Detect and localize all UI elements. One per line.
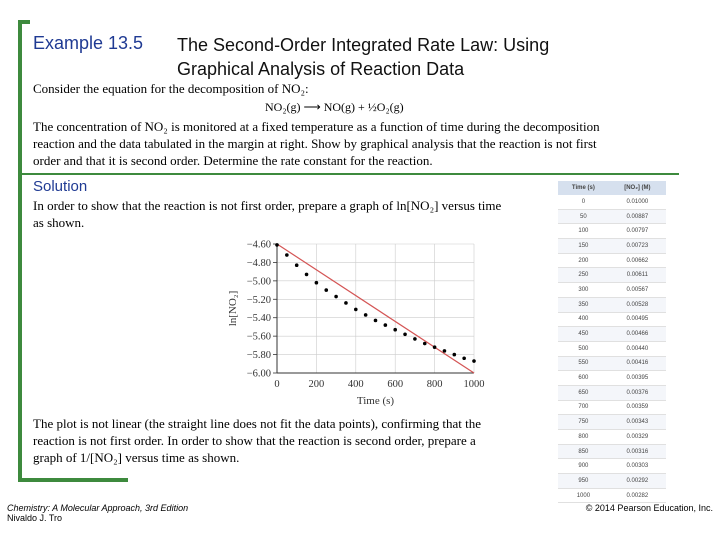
table-cell-conc: 0.00495: [609, 312, 666, 327]
reaction-equation: NO₂(g) ⟶ NO(g) + ½O₂(g): [265, 100, 404, 114]
data-point: [295, 263, 299, 267]
x-tick-label: 400: [347, 379, 364, 390]
table-cell-time: 900: [558, 459, 609, 474]
y-tick-label: −5.20: [246, 294, 271, 306]
table-row: [558, 239, 666, 254]
problem-line-2: reaction and the data tabulated in the margin at right. Show by graphical analysis that the reaction is not first: [33, 136, 597, 151]
x-tick-label: 0: [274, 379, 280, 390]
table-row: [558, 488, 666, 503]
table-cell-conc: 0.00466: [609, 327, 666, 342]
y-tick-label: −4.80: [246, 257, 271, 269]
y-tick-label: −5.00: [246, 276, 271, 288]
title-line-1: The Second-Order Integrated Rate Law: Using: [177, 35, 550, 55]
table-cell-time: 400: [558, 312, 609, 327]
footer-copyright: © 2014 Pearson Education, Inc.: [585, 503, 713, 513]
plot-line-3: graph of 1/[NO₂] versus time as shown.: [33, 450, 240, 465]
data-point: [472, 359, 476, 363]
data-point: [305, 273, 309, 277]
table-row: [558, 371, 666, 386]
table-row: [558, 268, 666, 283]
chart-points: [275, 243, 476, 363]
table-cell-conc: 0.00303: [609, 459, 666, 474]
table-cell-time: 650: [558, 385, 609, 400]
plot-paragraph: [33, 415, 553, 466]
table-cell-time: 450: [558, 327, 609, 342]
intro-text: Consider the equation for the decomposition of NO₂:: [33, 81, 309, 96]
table-row: [558, 195, 666, 209]
accent-bar-top: [18, 20, 30, 24]
table-cell-time: 750: [558, 415, 609, 430]
table-cell-conc: 0.00723: [609, 239, 666, 254]
x-tick-label: 800: [426, 379, 443, 390]
table-cell-conc: 0.00329: [609, 430, 666, 445]
x-tick-label: 600: [387, 379, 404, 390]
table-row: [558, 327, 666, 342]
table-row: [558, 312, 666, 327]
accent-bar-bottom: [18, 478, 128, 482]
footer-author: Nivaldo J. Tro: [7, 513, 63, 523]
table-cell-conc: 0.00611: [609, 268, 666, 283]
table-row: [558, 253, 666, 268]
table-header-conc: [NO₂] (M): [609, 181, 666, 195]
solution-divider: [22, 173, 679, 175]
table-cell-time: 550: [558, 356, 609, 371]
y-tick-label: −4.60: [246, 239, 271, 251]
data-point: [393, 328, 397, 332]
table-row: [558, 430, 666, 445]
data-point: [354, 308, 358, 312]
table-cell-conc: 0.00343: [609, 415, 666, 430]
data-point: [462, 356, 466, 360]
data-point: [344, 301, 348, 305]
table-cell-time: 0: [558, 195, 609, 209]
fit-line: [277, 244, 474, 373]
data-point: [403, 333, 407, 337]
data-point: [334, 295, 338, 299]
x-tick-label: 1000: [463, 379, 485, 390]
solution-paragraph: [33, 197, 553, 231]
table-row: [558, 474, 666, 489]
solution-line-1: In order to show that the reaction is not first order, prepare a graph of ln[NO₂] versus time: [33, 198, 502, 213]
example-number: Example 13.5: [33, 33, 144, 53]
data-point: [453, 353, 457, 357]
table-cell-conc: 0.00662: [609, 253, 666, 268]
table-cell-conc: 0.00528: [609, 297, 666, 312]
table-header-time: Time (s): [558, 181, 609, 195]
table-row: [558, 400, 666, 415]
table-body: [558, 195, 666, 503]
table-row: [558, 224, 666, 239]
data-table: [558, 181, 666, 503]
problem-paragraph: [33, 118, 600, 169]
table-cell-conc: 0.00567: [609, 283, 666, 298]
table-cell-time: 300: [558, 283, 609, 298]
table-cell-time: 50: [558, 209, 609, 224]
table-cell-time: 600: [558, 371, 609, 386]
table-cell-time: 250: [558, 268, 609, 283]
y-tick-label: −5.60: [246, 331, 271, 343]
table-cell-conc: 0.00282: [609, 488, 666, 503]
table-row: [558, 459, 666, 474]
title-line-2: Graphical Analysis of Reaction Data: [177, 59, 465, 79]
plot-line-1: The plot is not linear (the straight line does not fit the data points), confirming that the: [33, 416, 482, 431]
chart-fit-line: [277, 244, 474, 373]
table-cell-conc: 0.00395: [609, 371, 666, 386]
table-cell-time: 700: [558, 400, 609, 415]
table-cell-conc: 0.00887: [609, 209, 666, 224]
footer-book-title: Chemistry: A Molecular Approach, 3rd Edition: [7, 503, 189, 513]
data-point: [413, 337, 417, 341]
table-cell-time: 850: [558, 444, 609, 459]
table-cell-conc: 0.00416: [609, 356, 666, 371]
ln-no2-chart: [220, 236, 485, 411]
table-cell-time: 200: [558, 253, 609, 268]
table-cell-conc: 0.00376: [609, 385, 666, 400]
table-cell-time: 150: [558, 239, 609, 254]
table-row: [558, 356, 666, 371]
solution-line-2: as shown.: [33, 215, 85, 230]
y-axis-label: ln[NO₂]: [227, 290, 239, 327]
table-cell-conc: 0.00359: [609, 400, 666, 415]
y-tick-label: −5.40: [246, 313, 271, 325]
table-row: [558, 297, 666, 312]
data-point: [423, 342, 427, 346]
table-cell-time: 350: [558, 297, 609, 312]
data-point: [374, 319, 378, 323]
x-tick-label: 200: [308, 379, 325, 390]
table-cell-time: 1000: [558, 488, 609, 503]
table-cell-time: 950: [558, 474, 609, 489]
accent-bar-left: [18, 20, 22, 482]
data-point: [285, 253, 289, 257]
table-row: [558, 283, 666, 298]
table-row: [558, 341, 666, 356]
footer-book: [7, 503, 188, 523]
solution-heading: Solution: [33, 178, 88, 195]
example-title: [177, 33, 549, 81]
data-point: [324, 288, 328, 292]
data-point: [384, 323, 388, 327]
table-cell-conc: 0.00292: [609, 474, 666, 489]
table-row: [558, 415, 666, 430]
data-point: [364, 313, 368, 317]
table-cell-time: 100: [558, 224, 609, 239]
table-row: [558, 209, 666, 224]
plot-line-2: reaction is not first order. In order to show that the reaction is second order, prepare a: [33, 433, 476, 448]
table-cell-conc: 0.00440: [609, 341, 666, 356]
table-cell-time: 500: [558, 341, 609, 356]
problem-line-3: order and that it is second order. Determine the rate constant for the reaction.: [33, 153, 433, 168]
data-point: [433, 345, 437, 349]
table-cell-time: 800: [558, 430, 609, 445]
data-point: [443, 349, 447, 353]
table-cell-conc: 0.01000: [609, 195, 666, 209]
data-point: [315, 281, 319, 285]
table-cell-conc: 0.00797: [609, 224, 666, 239]
y-tick-label: −6.00: [246, 368, 271, 380]
table-row: [558, 385, 666, 400]
y-tick-label: −5.80: [246, 350, 271, 362]
x-axis-label: Time (s): [356, 395, 395, 407]
problem-line-1: The concentration of NO₂ is monitored at a fixed temperature as a function of time during the decomposition: [33, 119, 600, 134]
table-row: [558, 444, 666, 459]
table-header-row: [558, 181, 666, 195]
data-point: [275, 243, 279, 247]
table-cell-conc: 0.00316: [609, 444, 666, 459]
